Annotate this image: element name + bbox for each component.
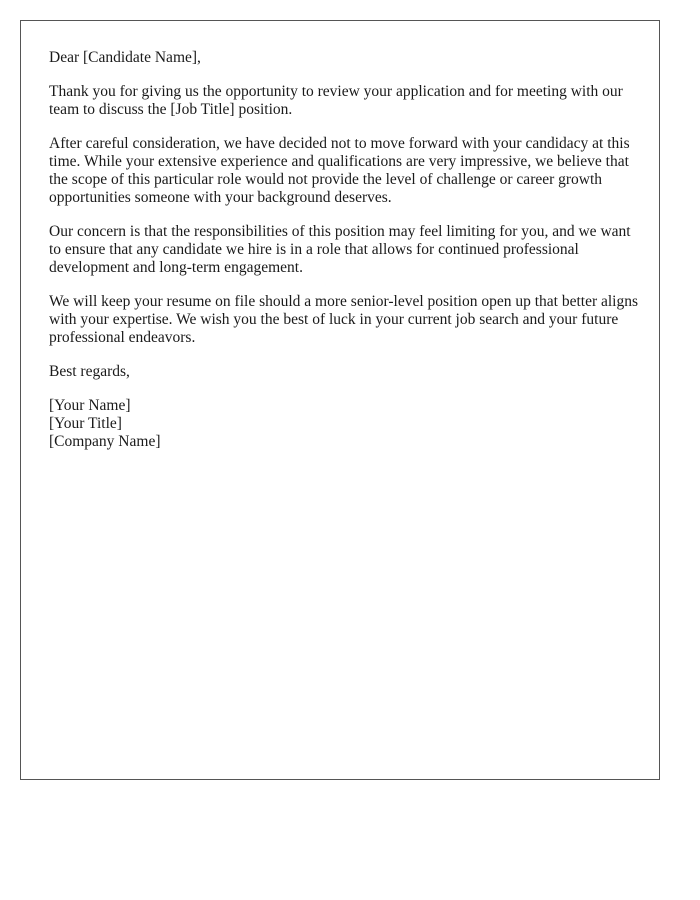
signature-title: [Your Title] (49, 415, 122, 432)
signature-name: [Your Name] (49, 397, 131, 414)
letter-paragraph-decision: After careful consideration, we have decided not to move forward with your candidacy at this time. While your extensive experience and qualifications are very impressive, we believe that the scope of this particular role would not provide the level of challenge or career growth opportunities someone with your background deserves. (49, 135, 630, 206)
signature-block (49, 397, 639, 451)
letter-paragraph-closing-wishes: We will keep your resume on file should a more senior-level position open up that better aligns with your expertise. We wish you the best of luck in your current job search and your future professional endeavors. (49, 293, 639, 346)
signature-company: [Company Name] (49, 433, 161, 450)
letter-salutation: Dear [Candidate Name], (49, 49, 201, 66)
letter-page (20, 20, 660, 780)
letter-body (49, 49, 639, 451)
letter-paragraph-concern: Our concern is that the responsibilities of this position may feel limiting for you, and we want to ensure that any candidate we hire is in a role that allows for continued professional development and long-term engagement. (49, 223, 631, 276)
letter-paragraph-intro: Thank you for giving us the opportunity to review your application and for meeting with our team to discuss the [Job Title] position. (49, 83, 623, 118)
letter-closing: Best regards, (49, 363, 130, 380)
